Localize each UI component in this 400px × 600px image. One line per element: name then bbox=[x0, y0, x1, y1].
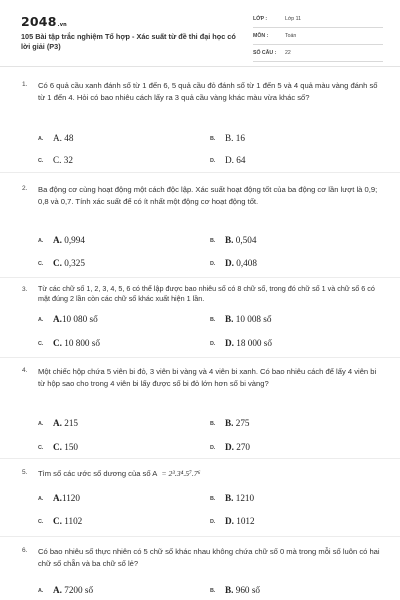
option-value bbox=[53, 418, 78, 428]
option-letter: A. bbox=[38, 421, 44, 427]
option-prefix: D. bbox=[225, 258, 234, 268]
option-text: 1210 bbox=[235, 493, 255, 503]
option-letter: D. bbox=[210, 519, 216, 525]
meta-row-subject bbox=[253, 31, 383, 45]
option-prefix: B. bbox=[225, 314, 234, 324]
option-text: 32 bbox=[63, 155, 73, 165]
question-number: 6. bbox=[22, 547, 28, 554]
question-number: 1. bbox=[22, 81, 28, 88]
meta-value-count: 22 bbox=[285, 50, 291, 56]
option-value bbox=[53, 516, 82, 526]
option-letter: A. bbox=[38, 136, 44, 142]
option-prefix: C. bbox=[53, 258, 62, 268]
option-prefix: C. bbox=[53, 155, 62, 165]
option-prefix: D. bbox=[225, 516, 234, 526]
question-divider bbox=[0, 357, 400, 358]
question-text: Ba động cơ cùng hoạt động một cách độc lập. Xác suất hoạt động tốt của ba động cơ lần lượt là 0,9; 0,8 và 0,7. Tính xác suất để có ít nhất một động cơ hoạt động tốt. bbox=[38, 185, 378, 206]
meta-label-count: SỐ CÂU : bbox=[253, 50, 277, 56]
question-divider bbox=[0, 536, 400, 537]
question-text: Có 6 quả cầu xanh đánh số từ 1 đến 6, 5 quả cầu đỏ đánh số từ 1 đến 5 và 4 quả màu vàng đánh số từ 1 đến 4. Hỏi có bao nhiêu cách lấy ra 3 quả cầu vàng khác màu vừa khác số? bbox=[38, 81, 378, 102]
option-letter: B. bbox=[210, 317, 216, 323]
option-letter: C. bbox=[38, 261, 44, 267]
question-text: Có bao nhiêu số thực nhiên có 5 chữ số khác nhau không chứa chữ số 0 mà trong mỗi số luôn có hai chữ số chẵn và ba chữ số lẻ? bbox=[38, 547, 380, 568]
option-letter: D. bbox=[210, 261, 216, 267]
option-value bbox=[225, 585, 260, 595]
logo-text: 2048 bbox=[21, 14, 57, 29]
option-value bbox=[53, 314, 98, 324]
option-prefix: A. bbox=[53, 133, 62, 143]
option-prefix: B. bbox=[225, 133, 234, 143]
document-title: 105 Bài tập trắc nghiệm Tổ hợp - Xác suất từ đề thi đại học có lời giải (P3) bbox=[21, 32, 236, 51]
option-letter: A. bbox=[38, 238, 44, 244]
option-value bbox=[225, 258, 257, 268]
option-text: 18 000 số bbox=[236, 338, 272, 348]
option-letter: B. bbox=[210, 496, 216, 502]
meta-row-class bbox=[253, 14, 383, 28]
option-text: 1120 bbox=[61, 493, 80, 503]
option-text: 10 800 số bbox=[64, 338, 100, 348]
option-value bbox=[225, 133, 245, 143]
math-formula: = 2³.3⁴.5⁷.7⁶ bbox=[161, 469, 201, 478]
option-letter: A. bbox=[38, 496, 44, 502]
question-divider bbox=[0, 172, 400, 173]
question-text: Một chiếc hộp chứa 5 viên bi đỏ, 3 viên bi vàng và 4 viên bi xanh. Có bao nhiêu cách để lấy 4 viên bi từ hộp sao cho trong 4 viên bi lấy được số bi đỏ lớn hơn số bi vàng? bbox=[38, 367, 377, 388]
option-prefix: C. bbox=[53, 516, 62, 526]
meta-row-count bbox=[253, 48, 383, 62]
option-prefix: A. bbox=[53, 585, 62, 595]
question-number: 3. bbox=[22, 286, 28, 293]
option-value bbox=[53, 235, 85, 245]
question-text-body: Tìm số các ước số dương của số A bbox=[38, 469, 158, 478]
option-value bbox=[53, 585, 93, 595]
option-value bbox=[53, 493, 80, 503]
option-letter: D. bbox=[210, 341, 216, 347]
meta-value-subject: Toán bbox=[285, 33, 297, 39]
option-value bbox=[225, 314, 271, 324]
option-value bbox=[53, 258, 85, 268]
option-prefix: A. bbox=[53, 493, 62, 503]
option-text: 270 bbox=[236, 442, 251, 452]
option-prefix: A. bbox=[53, 314, 62, 324]
option-text: 960 số bbox=[235, 585, 260, 595]
option-text: 1102 bbox=[64, 516, 83, 526]
meta-info bbox=[253, 14, 383, 62]
option-prefix: D. bbox=[225, 155, 234, 165]
logo-suffix: .vn bbox=[57, 22, 67, 28]
option-text: 1012 bbox=[236, 516, 255, 526]
option-value bbox=[225, 338, 272, 348]
question-text bbox=[38, 468, 383, 480]
page-header bbox=[0, 0, 400, 66]
question-number: 5. bbox=[22, 469, 28, 476]
option-prefix: A. bbox=[53, 235, 62, 245]
option-prefix: C. bbox=[53, 338, 62, 348]
option-value bbox=[225, 442, 250, 452]
meta-label-class: LỚP : bbox=[253, 16, 268, 22]
option-prefix: A. bbox=[53, 418, 62, 428]
option-text: 10 008 số bbox=[235, 314, 272, 324]
option-letter: C. bbox=[38, 158, 44, 164]
question-number: 2. bbox=[22, 185, 28, 192]
option-text: 0,325 bbox=[64, 258, 85, 268]
option-letter: C. bbox=[38, 341, 44, 347]
option-value bbox=[225, 493, 254, 503]
option-prefix: D. bbox=[225, 338, 234, 348]
option-text: 275 bbox=[235, 418, 250, 428]
option-value bbox=[53, 442, 78, 452]
option-text: 64 bbox=[236, 155, 246, 165]
option-prefix: B. bbox=[225, 418, 234, 428]
option-letter: A. bbox=[38, 588, 44, 594]
option-text: 16 bbox=[235, 133, 245, 143]
option-value bbox=[225, 235, 256, 245]
option-prefix: B. bbox=[225, 585, 234, 595]
option-prefix: B. bbox=[225, 493, 234, 503]
option-letter: D. bbox=[210, 445, 216, 451]
option-text: 10 080 số bbox=[61, 314, 98, 324]
question-divider bbox=[0, 458, 400, 459]
meta-value-class: Lớp 11 bbox=[285, 16, 301, 22]
option-text: 0,994 bbox=[64, 235, 85, 245]
question-text: Từ các chữ số 1, 2, 3, 4, 5, 6 có thể lập được bao nhiêu số có 8 chữ số, trong đó chữ số 1 và chữ số 6 có mặt đúng 2 lần còn các chữ số khác xuất hiện 1 lần. bbox=[38, 284, 375, 303]
option-letter: C. bbox=[38, 519, 44, 525]
question-number: 4. bbox=[22, 367, 28, 374]
option-letter: C. bbox=[38, 445, 44, 451]
meta-label-subject: MÔN : bbox=[253, 33, 269, 39]
option-letter: B. bbox=[210, 238, 216, 244]
option-letter: B. bbox=[210, 588, 216, 594]
option-text: 7200 số bbox=[64, 585, 94, 595]
option-value bbox=[225, 516, 255, 526]
option-value bbox=[53, 338, 100, 348]
option-value bbox=[53, 155, 73, 165]
option-text: 0,408 bbox=[236, 258, 257, 268]
option-letter: A. bbox=[38, 317, 44, 323]
option-prefix: D. bbox=[225, 442, 234, 452]
site-logo[interactable] bbox=[21, 14, 67, 29]
option-prefix: B. bbox=[225, 235, 234, 245]
option-value bbox=[53, 133, 73, 143]
option-text: 215 bbox=[64, 418, 79, 428]
option-value bbox=[225, 155, 245, 165]
option-letter: D. bbox=[210, 158, 216, 164]
option-text: 48 bbox=[64, 133, 74, 143]
question-divider bbox=[0, 277, 400, 278]
header-divider bbox=[0, 66, 400, 67]
option-letter: B. bbox=[210, 136, 216, 142]
option-value bbox=[225, 418, 250, 428]
option-text: 0,504 bbox=[235, 235, 257, 245]
option-letter: B. bbox=[210, 421, 216, 427]
option-text: 150 bbox=[64, 442, 79, 452]
option-prefix: C. bbox=[53, 442, 62, 452]
